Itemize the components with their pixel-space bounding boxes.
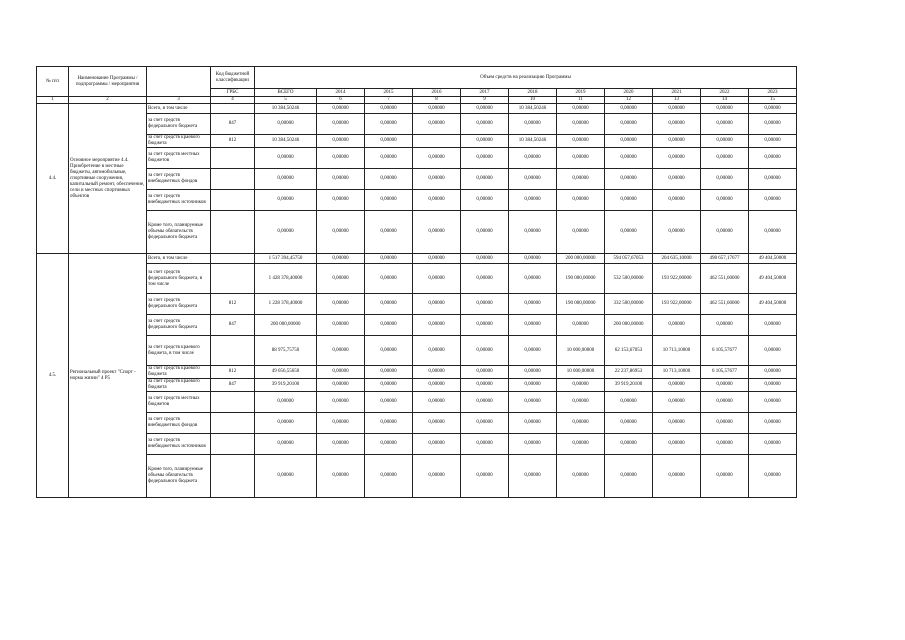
amount-cell: 6 105,57677 (701, 336, 749, 366)
funding-source: за счет средств федерального бюджета (147, 114, 211, 135)
amount-cell: 49 056,55650 (255, 366, 317, 379)
amount-cell: 49 404,50000 (749, 264, 797, 294)
amount-cell: 0,00000 (317, 294, 365, 315)
index-cell: 15 (749, 97, 797, 104)
amount-cell: 0,00000 (413, 190, 461, 211)
amount-cell: 0,00000 (317, 169, 365, 190)
amount-cell: 0,00000 (701, 455, 749, 498)
table-row (37, 211, 797, 254)
table-row (37, 135, 797, 148)
amount-cell: 0,00000 (317, 366, 365, 379)
amount-cell: 0,00000 (413, 434, 461, 455)
amount-cell: 0,00000 (653, 315, 701, 336)
header-year: 2019 (557, 89, 605, 97)
amount-cell: 0,00000 (749, 455, 797, 498)
amount-cell: 0,00000 (461, 366, 509, 379)
amount-cell: 0,00000 (701, 315, 749, 336)
funding-source: за счет средств федерального бюджета, в том числе (147, 264, 211, 294)
amount-cell: 0,00000 (413, 264, 461, 294)
amount-cell: 39 919,20100 (605, 379, 653, 392)
index-cell: 14 (701, 97, 749, 104)
index-cell: 5 (255, 97, 317, 104)
amount-cell: 0,00000 (749, 148, 797, 169)
amount-cell: 39 919,20100 (255, 379, 317, 392)
table-row (37, 336, 797, 366)
amount-cell: 0,00000 (701, 413, 749, 434)
grbs-code: 812 (211, 366, 255, 379)
amount-cell: 0,00000 (557, 148, 605, 169)
amount-cell: 1 228 378,40000 (255, 294, 317, 315)
amount-cell: 0,00000 (365, 455, 413, 498)
amount-cell: 0,00000 (605, 434, 653, 455)
amount-cell: 0,00000 (557, 434, 605, 455)
funding-source: Кроме того, планируемые объемы обязательств федерального бюджета (147, 455, 211, 498)
table-row (37, 366, 797, 379)
amount-cell: 0,00000 (509, 264, 557, 294)
header-num: № п/п (37, 67, 69, 97)
amount-cell: 0,00000 (653, 135, 701, 148)
section-name: Региональный проект "Спорт - норма жизни" 4 P5 (69, 254, 147, 498)
amount-cell: 532 500,00000 (605, 264, 653, 294)
amount-cell: 0,00000 (413, 336, 461, 366)
index-row (37, 97, 797, 104)
amount-cell: 0,00000 (653, 114, 701, 135)
amount-cell: 0,00000 (461, 148, 509, 169)
amount-cell: 0,00000 (653, 392, 701, 413)
amount-cell: 0,00000 (557, 211, 605, 254)
amount-cell: 0,00000 (365, 336, 413, 366)
amount-cell: 0,00000 (317, 254, 365, 264)
grbs-code: 812 (211, 294, 255, 315)
funding-source: за счет средств федерального бюджета (147, 294, 211, 315)
grbs-code (211, 169, 255, 190)
amount-cell: 0,00000 (317, 190, 365, 211)
amount-cell: 0,00000 (461, 114, 509, 135)
amount-cell: 0,00000 (255, 434, 317, 455)
amount-cell: 0,00000 (461, 264, 509, 294)
section-number: 4.4. (37, 104, 69, 254)
index-cell: 7 (365, 97, 413, 104)
amount-cell: 0,00000 (461, 169, 509, 190)
table-row (37, 264, 797, 294)
header-year: 2014 (317, 89, 365, 97)
amount-cell: 0,00000 (461, 413, 509, 434)
amount-cell: 0,00000 (317, 455, 365, 498)
amount-cell: 0,00000 (749, 413, 797, 434)
amount-cell: 0,00000 (653, 148, 701, 169)
amount-cell: 462 551,60000 (701, 294, 749, 315)
amount-cell: 0,00000 (413, 366, 461, 379)
amount-cell: 0,00000 (509, 413, 557, 434)
amount-cell: 0,00000 (317, 148, 365, 169)
amount-cell: 190 000,00000 (557, 264, 605, 294)
amount-cell: 0,00000 (413, 104, 461, 114)
funding-source: за счет средств внебюджетных фондов (147, 413, 211, 434)
amount-cell: 0,00000 (653, 413, 701, 434)
amount-cell: 0,00000 (413, 169, 461, 190)
amount-cell: 10 000,00000 (557, 336, 605, 366)
funding-source: за счет средств внебюджетных источников (147, 190, 211, 211)
amount-cell: 498 657,17677 (701, 254, 749, 264)
amount-cell: 0,00000 (255, 413, 317, 434)
amount-cell: 0,00000 (461, 254, 509, 264)
amount-cell: 0,00000 (653, 455, 701, 498)
amount-cell: 0,00000 (749, 169, 797, 190)
funding-source: за счет средств внебюджетных фондов (147, 169, 211, 190)
amount-cell: 0,00000 (509, 336, 557, 366)
grbs-code (211, 392, 255, 413)
amount-cell: 0,00000 (557, 114, 605, 135)
grbs-code (211, 455, 255, 498)
amount-cell: 0,00000 (509, 254, 557, 264)
amount-cell: 0,00000 (317, 315, 365, 336)
amount-cell: 0,00000 (413, 413, 461, 434)
table-row (37, 294, 797, 315)
index-cell: 4 (211, 97, 255, 104)
amount-cell: 0,00000 (413, 294, 461, 315)
index-cell: 2 (69, 97, 147, 104)
amount-cell: 10 384,50246 (255, 104, 317, 114)
amount-cell: 193 922,00000 (653, 294, 701, 315)
amount-cell: 462 551,60000 (701, 264, 749, 294)
amount-cell: 0,00000 (749, 366, 797, 379)
header-year: ВСЕГО (255, 89, 317, 97)
amount-cell: 0,00000 (605, 135, 653, 148)
amount-cell: 0,00000 (461, 392, 509, 413)
amount-cell: 0,00000 (605, 455, 653, 498)
amount-cell: 0,00000 (461, 104, 509, 114)
grbs-code (211, 211, 255, 254)
amount-cell: 0,00000 (557, 104, 605, 114)
amount-cell: 0,00000 (317, 379, 365, 392)
amount-cell: 0,00000 (365, 315, 413, 336)
amount-cell: 6 105,57677 (701, 366, 749, 379)
index-cell: 6 (317, 97, 365, 104)
amount-cell: 0,00000 (701, 169, 749, 190)
amount-cell: 0,00000 (317, 104, 365, 114)
amount-cell: 88 975,75750 (255, 336, 317, 366)
amount-cell: 200 000,00000 (557, 254, 605, 264)
funding-source: Всего, в том числе (147, 254, 211, 264)
amount-cell: 0,00000 (365, 366, 413, 379)
table-row (37, 148, 797, 169)
amount-cell: 0,00000 (509, 211, 557, 254)
amount-cell: 0,00000 (653, 211, 701, 254)
budget-table-sheet (36, 66, 797, 498)
amount-cell: 0,00000 (557, 315, 605, 336)
amount-cell: 0,00000 (317, 413, 365, 434)
funding-source: Всего, в том числе (147, 104, 211, 114)
amount-cell (413, 135, 461, 148)
amount-cell: 0,00000 (413, 455, 461, 498)
grbs-code: 847 (211, 114, 255, 135)
amount-cell: 0,00000 (365, 294, 413, 315)
funding-source: за счет средств местных бюджетов (147, 392, 211, 413)
amount-cell: 0,00000 (317, 135, 365, 148)
amount-cell: 0,00000 (317, 434, 365, 455)
amount-cell: 0,00000 (413, 315, 461, 336)
amount-cell: 0,00000 (509, 294, 557, 315)
header-year: 2016 (413, 89, 461, 97)
table-row (37, 254, 797, 264)
amount-cell: 10 384,50246 (255, 135, 317, 148)
amount-cell: 594 057,67053 (605, 254, 653, 264)
table-row (37, 315, 797, 336)
amount-cell: 0,00000 (413, 211, 461, 254)
table-row (37, 104, 797, 114)
amount-cell: 0,00000 (255, 211, 317, 254)
grbs-code (211, 434, 255, 455)
amount-cell: 0,00000 (749, 104, 797, 114)
amount-cell: 0,00000 (461, 211, 509, 254)
grbs-code: 812 (211, 135, 255, 148)
amount-cell: 0,00000 (255, 190, 317, 211)
amount-cell: 0,00000 (557, 190, 605, 211)
amount-cell: 0,00000 (605, 190, 653, 211)
index-cell: 12 (605, 97, 653, 104)
amount-cell: 10 384,50246 (509, 104, 557, 114)
table-row (37, 379, 797, 392)
funding-source: за счет средств краевого бюджета, в том числе (147, 336, 211, 366)
amount-cell: 0,00000 (509, 169, 557, 190)
amount-cell: 10 000,00000 (557, 366, 605, 379)
amount-cell: 0,00000 (509, 148, 557, 169)
amount-cell: 0,00000 (317, 211, 365, 254)
table-row (37, 169, 797, 190)
amount-cell: 0,00000 (461, 315, 509, 336)
amount-cell: 0,00000 (255, 114, 317, 135)
grbs-code (211, 190, 255, 211)
amount-cell: 0,00000 (365, 169, 413, 190)
amount-cell: 332 500,00000 (605, 294, 653, 315)
amount-cell: 0,00000 (509, 379, 557, 392)
amount-cell: 0,00000 (701, 114, 749, 135)
amount-cell: 0,00000 (557, 413, 605, 434)
amount-cell: 0,00000 (749, 190, 797, 211)
index-cell: 8 (413, 97, 461, 104)
grbs-code (211, 148, 255, 169)
header-year: 2015 (365, 89, 413, 97)
table-body (37, 104, 797, 498)
amount-cell: 0,00000 (749, 315, 797, 336)
amount-cell: 49 404,50000 (749, 294, 797, 315)
amount-cell: 0,00000 (653, 190, 701, 211)
amount-cell: 0,00000 (365, 190, 413, 211)
amount-cell: 0,00000 (557, 135, 605, 148)
amount-cell: 0,00000 (749, 392, 797, 413)
table-row (37, 392, 797, 413)
amount-cell: 0,00000 (605, 114, 653, 135)
header-year: 2017 (461, 89, 509, 97)
amount-cell: 0,00000 (461, 135, 509, 148)
amount-cell: 0,00000 (749, 211, 797, 254)
amount-cell: 0,00000 (749, 336, 797, 366)
header-volume: Объем средств на реализацию Программы (255, 67, 797, 89)
amount-cell: 0,00000 (605, 211, 653, 254)
header-year: 2020 (605, 89, 653, 97)
amount-cell: 0,00000 (653, 104, 701, 114)
amount-cell: 0,00000 (413, 392, 461, 413)
table-row (37, 455, 797, 498)
amount-cell: 0,00000 (461, 294, 509, 315)
amount-cell: 62 153,67053 (605, 336, 653, 366)
amount-cell: 0,00000 (317, 336, 365, 366)
header-grbs: ГРБС (211, 89, 255, 97)
amount-cell: 0,00000 (255, 169, 317, 190)
header-year: 2021 (653, 89, 701, 97)
amount-cell: 0,00000 (365, 104, 413, 114)
amount-cell: 10 384,50246 (509, 135, 557, 148)
index-cell: 9 (461, 97, 509, 104)
amount-cell: 0,00000 (365, 434, 413, 455)
amount-cell: 0,00000 (701, 135, 749, 148)
amount-cell: 49 404,50000 (749, 254, 797, 264)
amount-cell: 0,00000 (461, 434, 509, 455)
amount-cell: 0,00000 (749, 434, 797, 455)
index-cell: 10 (509, 97, 557, 104)
amount-cell: 0,00000 (317, 114, 365, 135)
amount-cell: 0,00000 (365, 211, 413, 254)
amount-cell: 0,00000 (461, 379, 509, 392)
amount-cell: 0,00000 (365, 392, 413, 413)
grbs-code (211, 264, 255, 294)
section-name: Основное мероприятие 4.4. Приобретение в местные бюджеты, автомобильные, спортивные сооружения, капитальный ремонт, обеспечение, сели и местных спортивных объектов (69, 104, 147, 254)
amount-cell: 0,00000 (365, 413, 413, 434)
grbs-code (211, 104, 255, 114)
amount-cell: 0,00000 (461, 190, 509, 211)
header-name: Наименование Программы / подпрограммы / мероприятия (69, 67, 147, 97)
amount-cell: 0,00000 (653, 434, 701, 455)
amount-cell: 0,00000 (653, 169, 701, 190)
amount-cell: 0,00000 (701, 190, 749, 211)
amount-cell: 0,00000 (317, 264, 365, 294)
table-row (37, 190, 797, 211)
grbs-code: 847 (211, 315, 255, 336)
amount-cell: 0,00000 (557, 455, 605, 498)
amount-cell: 0,00000 (605, 104, 653, 114)
amount-cell: 0,00000 (701, 392, 749, 413)
amount-cell: 0,00000 (509, 434, 557, 455)
amount-cell: 0,00000 (557, 169, 605, 190)
amount-cell: 0,00000 (365, 114, 413, 135)
amount-cell: 10 713,10000 (653, 336, 701, 366)
amount-cell: 0,00000 (461, 455, 509, 498)
amount-cell: 0,00000 (461, 336, 509, 366)
amount-cell: 0,00000 (509, 366, 557, 379)
index-cell: 3 (147, 97, 211, 104)
index-cell: 1 (37, 97, 69, 104)
table-row (37, 114, 797, 135)
amount-cell: 0,00000 (749, 379, 797, 392)
amount-cell: 0,00000 (413, 379, 461, 392)
amount-cell: 0,00000 (365, 148, 413, 169)
grbs-code (211, 336, 255, 366)
amount-cell: 0,00000 (605, 392, 653, 413)
amount-cell: 0,00000 (749, 114, 797, 135)
amount-cell: 0,00000 (365, 135, 413, 148)
amount-cell: 204 635,10000 (653, 254, 701, 264)
amount-cell: 0,00000 (749, 135, 797, 148)
section-number: 4.5. (37, 254, 69, 498)
funding-source: за счет средств краевого бюджета (147, 135, 211, 148)
funding-source: за счет средств краевого бюджета (147, 379, 211, 392)
amount-cell: 193 922,00000 (653, 264, 701, 294)
header-year: 2018 (509, 89, 557, 97)
amount-cell: 0,00000 (701, 148, 749, 169)
amount-cell: 0,00000 (255, 148, 317, 169)
amount-cell: 0,00000 (701, 434, 749, 455)
amount-cell: 0,00000 (605, 413, 653, 434)
funding-source: за счет средств краевого бюджета (147, 366, 211, 379)
amount-cell: 0,00000 (365, 379, 413, 392)
funding-source: за счет средств местных бюджетов (147, 148, 211, 169)
amount-cell: 0,00000 (509, 114, 557, 135)
header-year: 2023 (749, 89, 797, 97)
amount-cell: 22 237,86953 (605, 366, 653, 379)
budget-table (36, 66, 797, 498)
amount-cell: 200 000,00000 (605, 315, 653, 336)
amount-cell: 1 517 394,45750 (255, 254, 317, 264)
amount-cell: 0,00000 (557, 379, 605, 392)
amount-cell: 1 428 378,40000 (255, 264, 317, 294)
amount-cell: 0,00000 (509, 455, 557, 498)
amount-cell: 0,00000 (413, 114, 461, 135)
header-row-1 (37, 67, 797, 89)
amount-cell: 0,00000 (701, 211, 749, 254)
table-row (37, 413, 797, 434)
grbs-code (211, 254, 255, 264)
header-year: 2022 (701, 89, 749, 97)
funding-source: Кроме того, планируемые объемы обязательств федерального бюджета (147, 211, 211, 254)
amount-cell: 0,00000 (701, 104, 749, 114)
amount-cell: 0,00000 (509, 190, 557, 211)
amount-cell: 0,00000 (413, 148, 461, 169)
grbs-code: 847 (211, 379, 255, 392)
header-code: Код бюджетной классификации (211, 67, 255, 89)
index-cell: 11 (557, 97, 605, 104)
amount-cell: 0,00000 (509, 315, 557, 336)
amount-cell: 0,00000 (365, 264, 413, 294)
funding-source: за счет средств внебюджетных источников (147, 434, 211, 455)
amount-cell: 0,00000 (255, 392, 317, 413)
amount-cell: 0,00000 (605, 169, 653, 190)
amount-cell: 0,00000 (365, 254, 413, 264)
amount-cell: 0,00000 (557, 392, 605, 413)
amount-cell: 0,00000 (509, 392, 557, 413)
amount-cell: 0,00000 (605, 148, 653, 169)
amount-cell: 190 000,00000 (557, 294, 605, 315)
amount-cell: 10 713,10000 (653, 366, 701, 379)
table-row (37, 434, 797, 455)
amount-cell: 0,00000 (653, 379, 701, 392)
header-blank (147, 67, 211, 97)
amount-cell: 0,00000 (413, 254, 461, 264)
index-cell: 13 (653, 97, 701, 104)
amount-cell: 0,00000 (317, 392, 365, 413)
amount-cell: 0,00000 (255, 455, 317, 498)
amount-cell: 0,00000 (701, 379, 749, 392)
amount-cell: 200 000,00000 (255, 315, 317, 336)
funding-source: за счет средств федерального бюджета (147, 315, 211, 336)
grbs-code (211, 413, 255, 434)
